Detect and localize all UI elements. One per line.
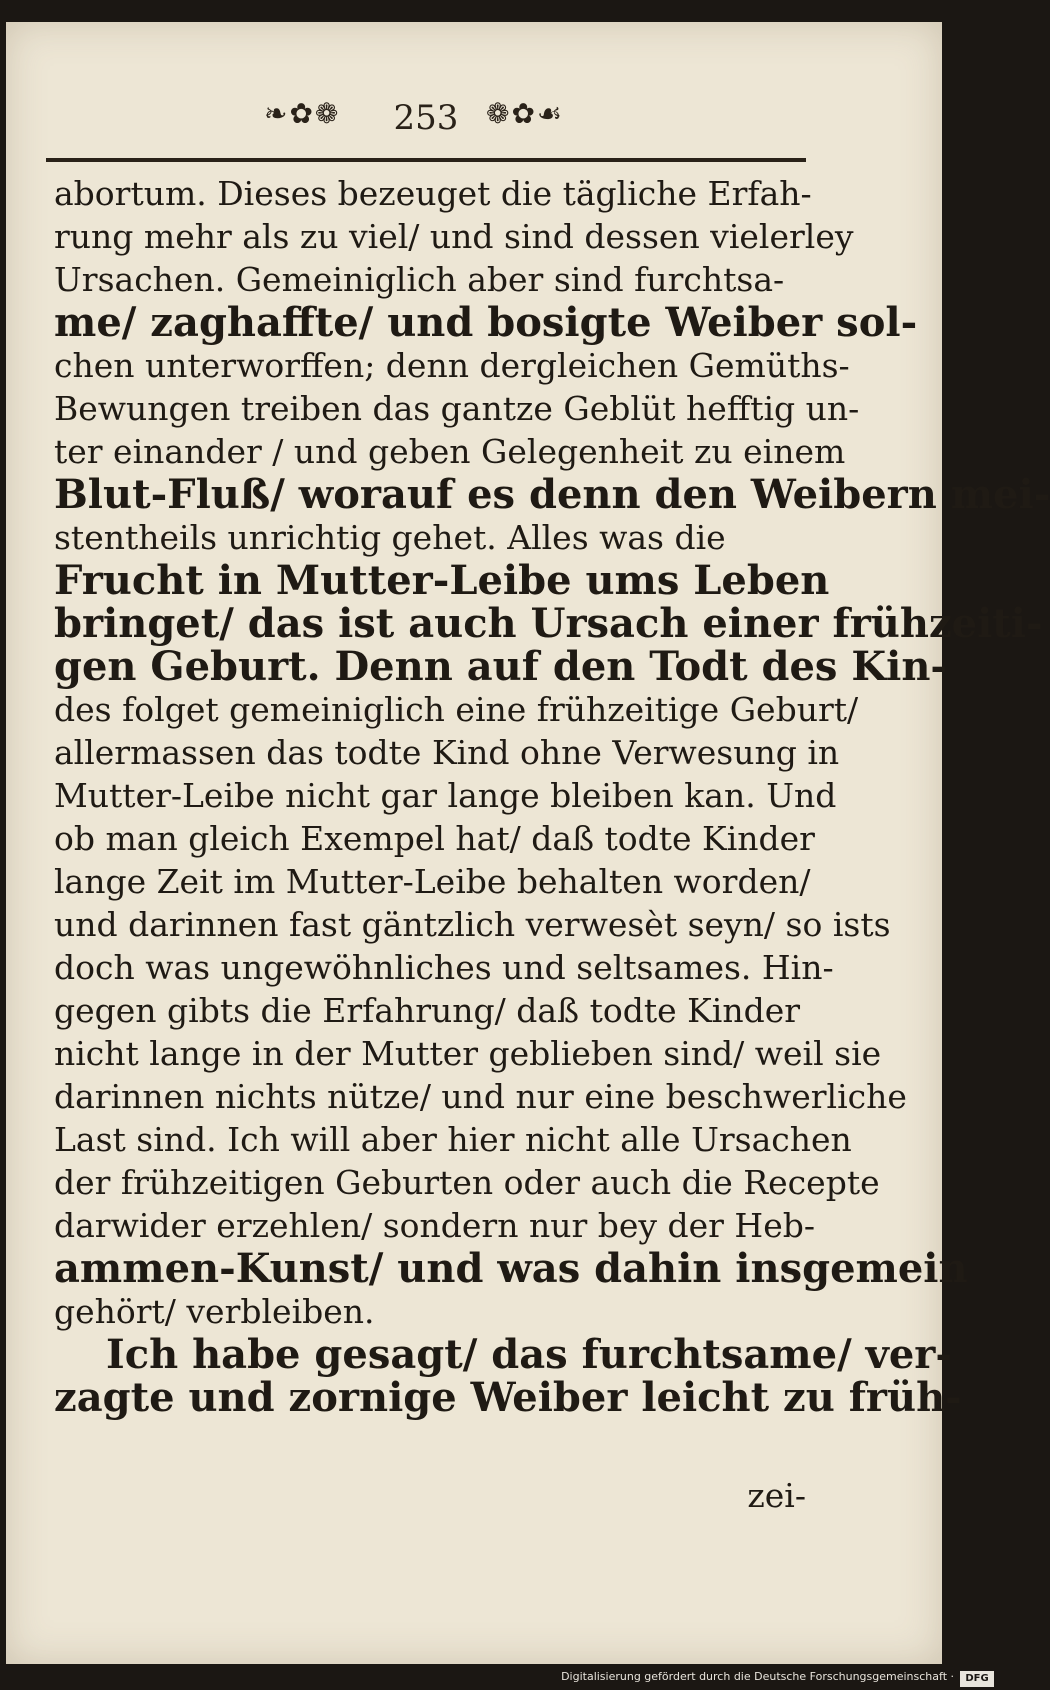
text-line: chen unterworffen; denn dergleichen Gemüths-	[54, 346, 850, 385]
text-line: bringet/ das ist auch Ursach einer frühzeiti-	[54, 600, 1043, 647]
text-line: allermassen das todte Kind ohne Verwesung in	[54, 733, 840, 772]
text-line: ob man gleich Exempel hat/ daß todte Kinder	[54, 819, 815, 858]
text-line: zagte und zornige Weiber leicht zu früh-	[54, 1374, 962, 1421]
text-line: darwider erzehlen/ sondern nur bey der Heb-	[54, 1206, 815, 1245]
text-line: Mutter-Leibe nicht gar lange bleiben kan. Und	[54, 776, 837, 815]
header-rule	[46, 158, 806, 162]
text-line: lange Zeit im Mutter-Leibe behalten worden/	[54, 862, 811, 901]
text-line: Ich habe gesagt/ das furchtsame/ ver-	[106, 1331, 952, 1378]
page-number: 253	[393, 98, 459, 138]
text-line: Ursachen. Gemeiniglich aber sind furchtsa-	[54, 260, 785, 299]
text-line: der frühzeitigen Geburten oder auch die Recepte	[54, 1163, 880, 1202]
text-line: Blut-Fluß/ worauf es denn den Weibern mei-	[54, 471, 1050, 518]
book-page	[6, 22, 1050, 1664]
text-line: stentheils unrichtig gehet. Alles was die	[54, 518, 726, 557]
text-line: Last sind. Ich will aber hier nicht alle Ursachen	[54, 1120, 852, 1159]
page-header	[46, 80, 806, 166]
text-line: nicht lange in der Mutter geblieben sind/ weil sie	[54, 1034, 882, 1073]
text-line: gen Geburt. Denn auf den Todt des Kin-	[54, 643, 948, 690]
text-line: gegen gibts die Erfahrung/ daß todte Kinder	[54, 991, 801, 1030]
text-line: abortum. Dieses bezeuget die tägliche Erfah-	[54, 174, 812, 213]
dfg-logo-icon: DFG	[960, 1671, 994, 1687]
text-line: ammen-Kunst/ und was dahin insgemein	[54, 1245, 968, 1292]
text-line: Bewungen treiben das gantze Geblüt hefftig un-	[54, 389, 860, 428]
footer-credit: Digitalisierung gefördert durch die Deutsche Forschungsgemeinschaft ·	[561, 1670, 954, 1683]
header-ornament-right: ❁✿☙	[486, 97, 565, 130]
header-ornament-left: ❧✿❁	[264, 97, 341, 130]
text-line: und darinnen fast gäntzlich verwesèt seyn/ so ists	[54, 905, 891, 944]
catchword: zei-	[747, 1476, 806, 1515]
digitization-footer	[0, 1668, 1000, 1690]
text-line: des folget gemeiniglich eine frühzeitige Geburt/	[54, 690, 859, 729]
text-line: darinnen nichts nütze/ und nur eine beschwerliche	[54, 1077, 907, 1116]
text-line: me/ zaghaffte/ und bosigte Weiber sol-	[54, 299, 918, 346]
text-line: gehört/ verbleiben.	[54, 1292, 375, 1331]
text-line: rung mehr als zu viel/ und sind dessen vielerley	[54, 217, 854, 256]
text-line: ter einander / und geben Gelegenheit zu einem	[54, 432, 846, 471]
text-line: Frucht in Mutter-Leibe ums Leben	[54, 557, 830, 604]
body-text	[54, 172, 1050, 1421]
text-line: doch was ungewöhnliches und seltsames. Hin-	[54, 948, 834, 987]
